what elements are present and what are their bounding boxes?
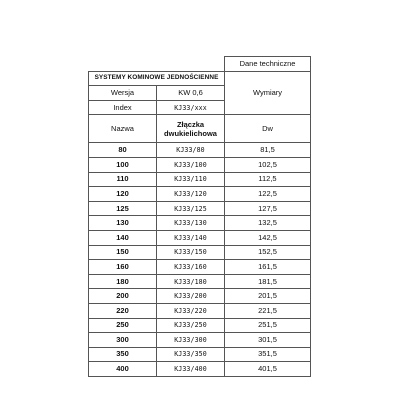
dw-column-header: Dw <box>225 115 311 143</box>
table-row <box>89 230 311 245</box>
name-cell: 100 <box>89 157 157 172</box>
table-row <box>89 172 311 187</box>
version-label: Wersja <box>89 86 157 101</box>
table-row <box>89 216 311 231</box>
table-row <box>89 303 311 318</box>
tech-data-label: Dane techniczne <box>225 57 311 72</box>
table-row <box>89 157 311 172</box>
dw-cell: 301,5 <box>225 333 311 348</box>
table-row <box>89 143 311 158</box>
name-cell: 80 <box>89 143 157 158</box>
technical-data-table <box>88 56 311 377</box>
dw-cell: 152,5 <box>225 245 311 260</box>
code-cell: KJ33/80 <box>157 143 225 158</box>
system-title: SYSTEMY KOMINOWE JEDNOŚCIENNE <box>89 71 225 86</box>
name-cell: 180 <box>89 274 157 289</box>
dw-cell: 81,5 <box>225 143 311 158</box>
dw-cell: 221,5 <box>225 303 311 318</box>
name-cell: 200 <box>89 289 157 304</box>
part-label-line-1: Złączka <box>176 119 205 129</box>
code-cell: KJ33/200 <box>157 289 225 304</box>
name-cell: 150 <box>89 245 157 260</box>
code-cell: KJ33/120 <box>157 187 225 202</box>
name-cell: 160 <box>89 260 157 275</box>
name-cell: 220 <box>89 303 157 318</box>
dw-cell: 351,5 <box>225 347 311 362</box>
version-value: KW 0,6 <box>157 86 225 101</box>
name-cell: 250 <box>89 318 157 333</box>
dw-cell: 161,5 <box>225 260 311 275</box>
dw-cell: 112,5 <box>225 172 311 187</box>
code-cell: KJ33/180 <box>157 274 225 289</box>
code-cell: KJ33/125 <box>157 201 225 216</box>
table-row <box>89 362 311 377</box>
name-cell: 125 <box>89 201 157 216</box>
code-cell: KJ33/300 <box>157 333 225 348</box>
dw-cell: 127,5 <box>225 201 311 216</box>
name-cell: 120 <box>89 187 157 202</box>
table-row <box>89 260 311 275</box>
code-cell: KJ33/110 <box>157 172 225 187</box>
code-cell: KJ33/350 <box>157 347 225 362</box>
table-row <box>89 333 311 348</box>
code-cell: KJ33/160 <box>157 260 225 275</box>
dw-cell: 201,5 <box>225 289 311 304</box>
part-column-header <box>157 115 225 143</box>
code-cell: KJ33/250 <box>157 318 225 333</box>
name-cell: 400 <box>89 362 157 377</box>
header-row-columns <box>89 115 311 143</box>
dw-cell: 142,5 <box>225 230 311 245</box>
blank-cell <box>89 57 225 72</box>
index-value: KJ33/xxx <box>157 100 225 115</box>
name-cell: 140 <box>89 230 157 245</box>
code-cell: KJ33/130 <box>157 216 225 231</box>
dw-cell: 181,5 <box>225 274 311 289</box>
dw-cell: 251,5 <box>225 318 311 333</box>
dw-cell: 102,5 <box>225 157 311 172</box>
dimensions-label: Wymiary <box>225 71 311 115</box>
header-row-system <box>89 71 311 86</box>
table-row <box>89 347 311 362</box>
code-cell: KJ33/150 <box>157 245 225 260</box>
code-cell: KJ33/400 <box>157 362 225 377</box>
dw-cell: 122,5 <box>225 187 311 202</box>
code-cell: KJ33/100 <box>157 157 225 172</box>
dw-cell: 132,5 <box>225 216 311 231</box>
table-row <box>89 274 311 289</box>
table-row <box>89 245 311 260</box>
name-cell: 110 <box>89 172 157 187</box>
table-row <box>89 289 311 304</box>
name-column-header: Nazwa <box>89 115 157 143</box>
name-cell: 350 <box>89 347 157 362</box>
code-cell: KJ33/220 <box>157 303 225 318</box>
table-row <box>89 187 311 202</box>
header-row-tech <box>89 57 311 72</box>
name-cell: 130 <box>89 216 157 231</box>
index-label: Index <box>89 100 157 115</box>
part-label-line-2: dwukielichowa <box>164 128 217 138</box>
table-row <box>89 318 311 333</box>
code-cell: KJ33/140 <box>157 230 225 245</box>
name-cell: 300 <box>89 333 157 348</box>
table-row <box>89 201 311 216</box>
dw-cell: 401,5 <box>225 362 311 377</box>
